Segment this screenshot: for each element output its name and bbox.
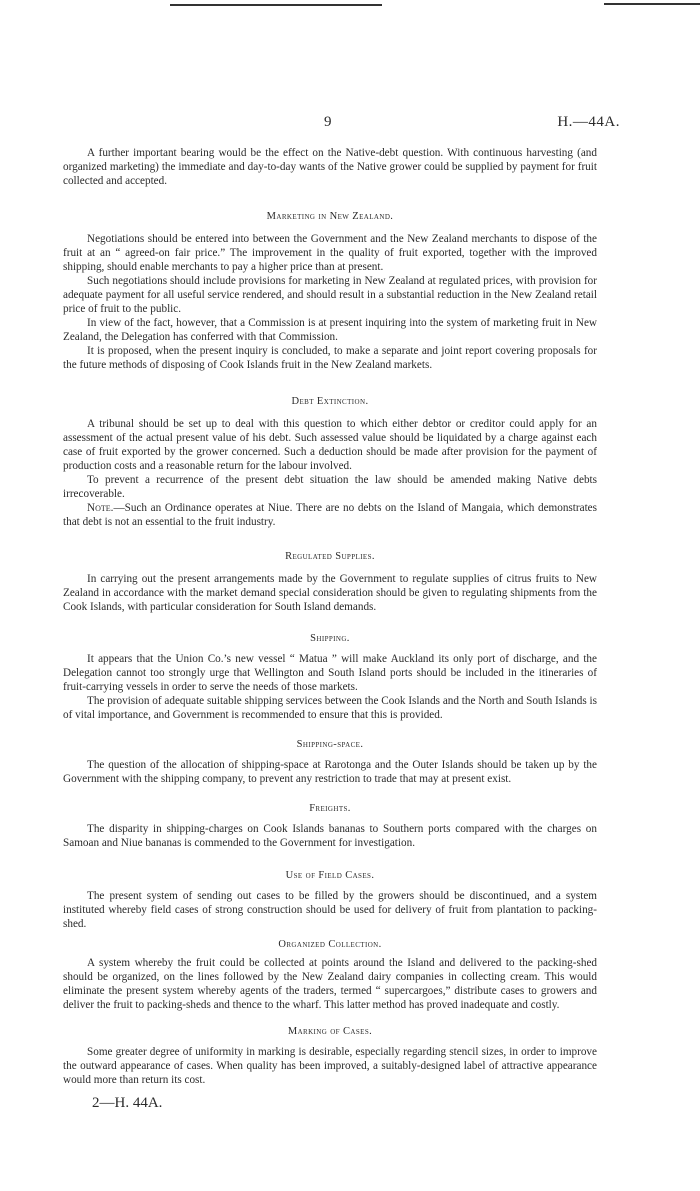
page-header (0, 114, 700, 134)
section-heading: Use of Field Cases. (285, 870, 375, 881)
paragraph: The provision of adequate suitable shipping services between the Cook Islands and the North and South Islands is of vital importance, and Government is recommended to ensure that this is provided. (63, 695, 597, 721)
section-heading: Shipping-space. (296, 739, 364, 750)
section-heading: Freights. (309, 803, 351, 814)
document-body (63, 146, 597, 1087)
paragraph: It is proposed, when the present inquiry is concluded, to make a separate and joint report covering proposals for the future methods of disposing of Cook Islands fruit in the New Zealand markets. (63, 345, 597, 371)
footer-signature: 2—H. 44A. (92, 1095, 163, 1111)
section-heading: Marking of Cases. (287, 1026, 373, 1037)
paragraph: Some greater degree of uniformity in marking is desirable, especially regarding stencil sizes, in order to improve the outward appearance of cases. When quality has been improved, a suitably-designed label of attractive appearance would more than return its cost. (63, 1046, 597, 1086)
paragraph: Such negotiations should include provisions for marketing in New Zealand at regulated prices, with provision for adequate payment for all useful service rendered, and should result in a substantial reduction in the New Zealand retail price of fruit to the public. (63, 275, 597, 315)
paragraph: To prevent a recurrence of the present debt situation the law should be amended making Native debts irrecoverable. (63, 474, 597, 500)
top-rule-right (604, 3, 700, 5)
note-text: —Such an Ordinance operates at Niue. There are no debts on the Island of Mangaia, which demonstrates that debt is not an essential to the fruit industry. (63, 502, 597, 528)
page-number: 9 (324, 114, 332, 130)
paragraph: The question of the allocation of shipping-space at Rarotonga and the Outer Islands should be taken up by the Government with the shipping company, to prevent any restriction to trade that may at present exist. (63, 759, 597, 785)
section-regulated-supplies (63, 551, 597, 614)
section-heading: Organized Collection. (278, 939, 382, 950)
section-marking-of-cases (63, 1026, 597, 1087)
section-heading: Shipping. (310, 633, 350, 644)
section-field-cases (63, 870, 597, 931)
section-marketing (63, 211, 597, 372)
section-heading: Marketing in New Zealand. (266, 211, 394, 222)
section-organized-collection (63, 939, 597, 1012)
paragraph: A system whereby the fruit could be collected at points around the Island and delivered to the packing-shed should be organized, on the lines followed by the New Zealand dairy companies in collecting cream. This would eliminate the present system whereby agents of the traders, termed “ supercargoes,” distribute cases to growers and deliver the fruit to packing-sheds and thence to the wharf. This latter method has proved inadequate and costly. (63, 957, 597, 1011)
paragraph: In carrying out the present arrangements made by the Government to regulate supplies of citrus fruits to New Zealand in accordance with the market demand special consideration should be given to regulating shipments from the Cook Islands, with particular consideration for South Island demands. (63, 573, 597, 613)
section-heading: Regulated Supplies. (285, 551, 375, 562)
paragraph: The present system of sending out cases to be filled by the growers should be discontinued, and a system instituted whereby field cases of strong construction should be used for delivery of fruit from plantation to packing-shed. (63, 890, 597, 930)
note-paragraph (63, 501, 597, 529)
paragraph: In view of the fact, however, that a Commission is at present inquiring into the system of marketing fruit in New Zealand, the Delegation has conferred with that Commission. (63, 317, 597, 343)
paragraph: A further important bearing would be the effect on the Native-debt question. With continuous harvesting (and organized marketing) the immediate and day-to-day wants of the Native grower could be supplied by payment for fruit collected and accepted. (63, 147, 597, 187)
paragraph: It appears that the Union Co.’s new vessel “ Matua ” will make Auckland its only port of discharge, and the Delegation cannot too strongly urge that Wellington and South Island ports should be included in the itineraries of fruit-carrying vessels in order to serve the needs of those markets. (63, 653, 597, 693)
section-shipping (63, 633, 597, 722)
top-rule-left (170, 4, 382, 6)
paragraph: The disparity in shipping-charges on Cook Islands bananas to Southern ports compared with the charges on Samoan and Niue bananas is commended to the Government for investigation. (63, 823, 597, 849)
section-native-debt (63, 146, 597, 188)
section-freights (63, 803, 597, 850)
section-heading: Debt Extinction. (291, 396, 369, 407)
section-shipping-space (63, 739, 597, 786)
document-reference: H.—44A. (557, 114, 620, 130)
paragraph: A tribunal should be set up to deal with this question to which either debtor or creditor could apply for an assessment of the actual present value of his debt. Such assessed value should be liquidated by a charge against each case of fruit exported by the grower concerned. Such a deduction should be made after provision for the payment of production costs and a reasonable return for the labour involved. (63, 418, 597, 472)
paragraph: Negotiations should be entered into between the Government and the New Zealand merchants to dispose of the fruit at an “ agreed-on fair price.” The improvement in the quality of fruit exported, together with the improved shipping, should enable merchants to pay a higher price than at present. (63, 233, 597, 273)
note-label: Note. (87, 502, 114, 514)
section-debt-extinction (63, 396, 597, 529)
